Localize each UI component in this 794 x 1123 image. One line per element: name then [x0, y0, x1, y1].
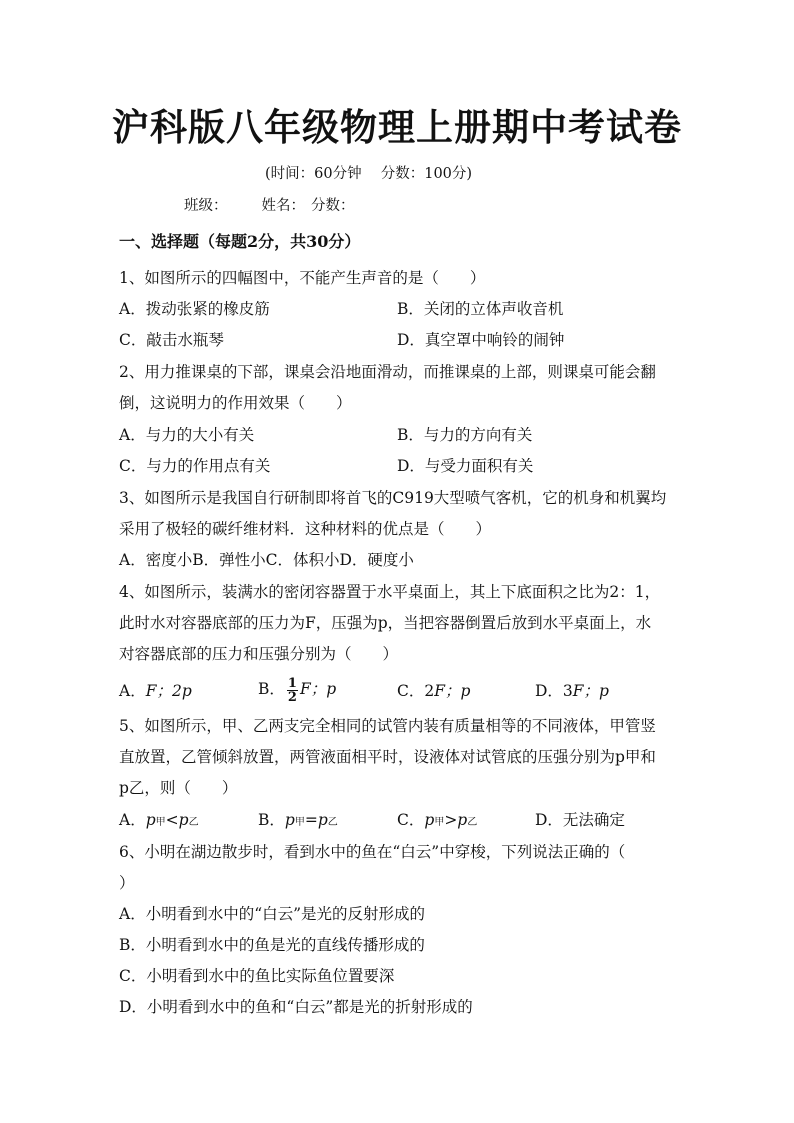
q1-option-d: D．真空罩中响铃的闹钟: [397, 331, 565, 349]
section1-heading: 一、选择题（每题2分，共30分）: [119, 232, 361, 251]
q5-option-b: [258, 809, 338, 834]
q4-d-value: F；p: [572, 682, 609, 700]
q5-option-c: [397, 809, 477, 834]
q4-option-b: [258, 672, 336, 706]
q4-stem-line3: 对容器底部的压力和压强分别为（ ）: [119, 645, 399, 663]
q5-a-prefix: A．: [119, 811, 146, 829]
q5-c-op: >p: [444, 811, 468, 829]
q4-a-value: F；2p: [145, 682, 192, 700]
q5-b-sub2: 乙: [327, 817, 338, 828]
q4-b-numerator: 1: [287, 675, 297, 691]
q1-stem: 1、如图所示的四幅图中，不能产生声音的是（ ）: [119, 269, 486, 287]
exam-subtitle: (时间：60分钟 分数：100分): [265, 166, 473, 182]
q5-b-prefix: B．: [258, 811, 285, 829]
q4-a-prefix: A．: [119, 682, 146, 700]
q6-option-a: A．小明看到水中的“白云”是光的反射形成的: [119, 905, 426, 923]
q6-option-c: C．小明看到水中的鱼比实际鱼位置要深: [119, 967, 395, 985]
q2-stem-line1: 2、用力推课桌的下部，课桌会沿地面滑动，而推课桌的上部，则课桌可能会翻: [119, 363, 656, 381]
q6-option-b: B．小明看到水中的鱼是光的直线传播形成的: [119, 936, 425, 954]
q4-b-denominator: 2: [287, 689, 297, 705]
q5-a-sub2: 乙: [188, 817, 199, 828]
q5-a-sub1: 甲: [155, 817, 166, 828]
q4-b-prefix: B．: [258, 680, 285, 698]
name-label: 姓名：: [261, 198, 305, 214]
class-label: 班级：: [184, 198, 228, 214]
q5-option-d: D．无法确定: [535, 811, 625, 829]
student-info-line: [184, 195, 355, 217]
q2-stem-line2: 倒，这说明力的作用效果（ ）: [119, 394, 352, 412]
q5-c-sub2: 乙: [467, 817, 478, 828]
q5-stem-line3: p乙，则（ ）: [119, 779, 238, 797]
q4-option-a: [119, 680, 192, 702]
q2-option-b: B．与力的方向有关: [397, 426, 533, 444]
q5-a-p1: p: [145, 811, 156, 829]
q5-b-p1: p: [284, 811, 295, 829]
q4-d-prefix: D．3: [535, 682, 573, 700]
q5-b-sub1: 甲: [294, 817, 305, 828]
q4-c-value: F；p: [434, 682, 471, 700]
q4-option-d: [535, 680, 609, 702]
q4-option-c: [397, 680, 470, 702]
exam-title: 沪科版八年级物理上册期中考试卷: [112, 105, 682, 149]
q6-option-d: D．小明看到水中的鱼和“白云”都是光的折射形成的: [119, 998, 473, 1016]
q2-option-a: A．与力的大小有关: [119, 426, 255, 444]
q5-a-op: <p: [165, 811, 189, 829]
q5-stem-line2: 直放置，乙管倾斜放置，两管液面相平时，设液体对试管底的压强分别为p甲和: [119, 748, 656, 766]
q5-stem-line1: 5、如图所示，甲、乙两支完全相同的试管内装有质量相等的不同液体，甲管竖: [119, 717, 656, 735]
q1-option-b: B．关闭的立体声收音机: [397, 300, 564, 318]
q4-stem-line2: 此时水对容器底部的压力为F，压强为p，当把容器倒置后放到水平桌面上，水: [119, 614, 652, 632]
q6-stem-line2: ）: [119, 874, 135, 892]
q4-b-fraction: [287, 677, 298, 704]
q3-stem-line1: 3、如图所示是我国自行研制即将首飞的C919大型喷气客机，它的机身和机翼均: [119, 489, 667, 507]
q5-option-a: [119, 809, 199, 834]
q1-option-c: C．敲击水瓶琴: [119, 331, 224, 349]
score-label: 分数：: [311, 198, 355, 214]
q4-stem-line1: 4、如图所示，装满水的密闭容器置于水平桌面上，其上下底面积之比为2：1，: [119, 583, 661, 601]
q4-b-value: F；p: [299, 680, 337, 698]
q4-c-prefix: C．2: [397, 682, 435, 700]
q5-b-op: =p: [304, 811, 328, 829]
q5-c-p1: p: [424, 811, 435, 829]
q1-option-a: A．拨动张紧的橡皮筋: [119, 300, 270, 318]
q5-c-sub1: 甲: [434, 817, 445, 828]
q5-c-prefix: C．: [397, 811, 425, 829]
q3-options: A．密度小B．弹性小C．体积小D．硬度小: [119, 551, 414, 569]
q6-stem-line1: 6、小明在湖边散步时，看到水中的鱼在“白云”中穿梭，下列说法正确的（: [119, 843, 626, 861]
q2-option-d: D．与受力面积有关: [397, 457, 534, 475]
q3-stem-line2: 采用了极轻的碳纤维材料．这种材料的优点是（ ）: [119, 520, 492, 538]
q2-option-c: C．与力的作用点有关: [119, 457, 271, 475]
